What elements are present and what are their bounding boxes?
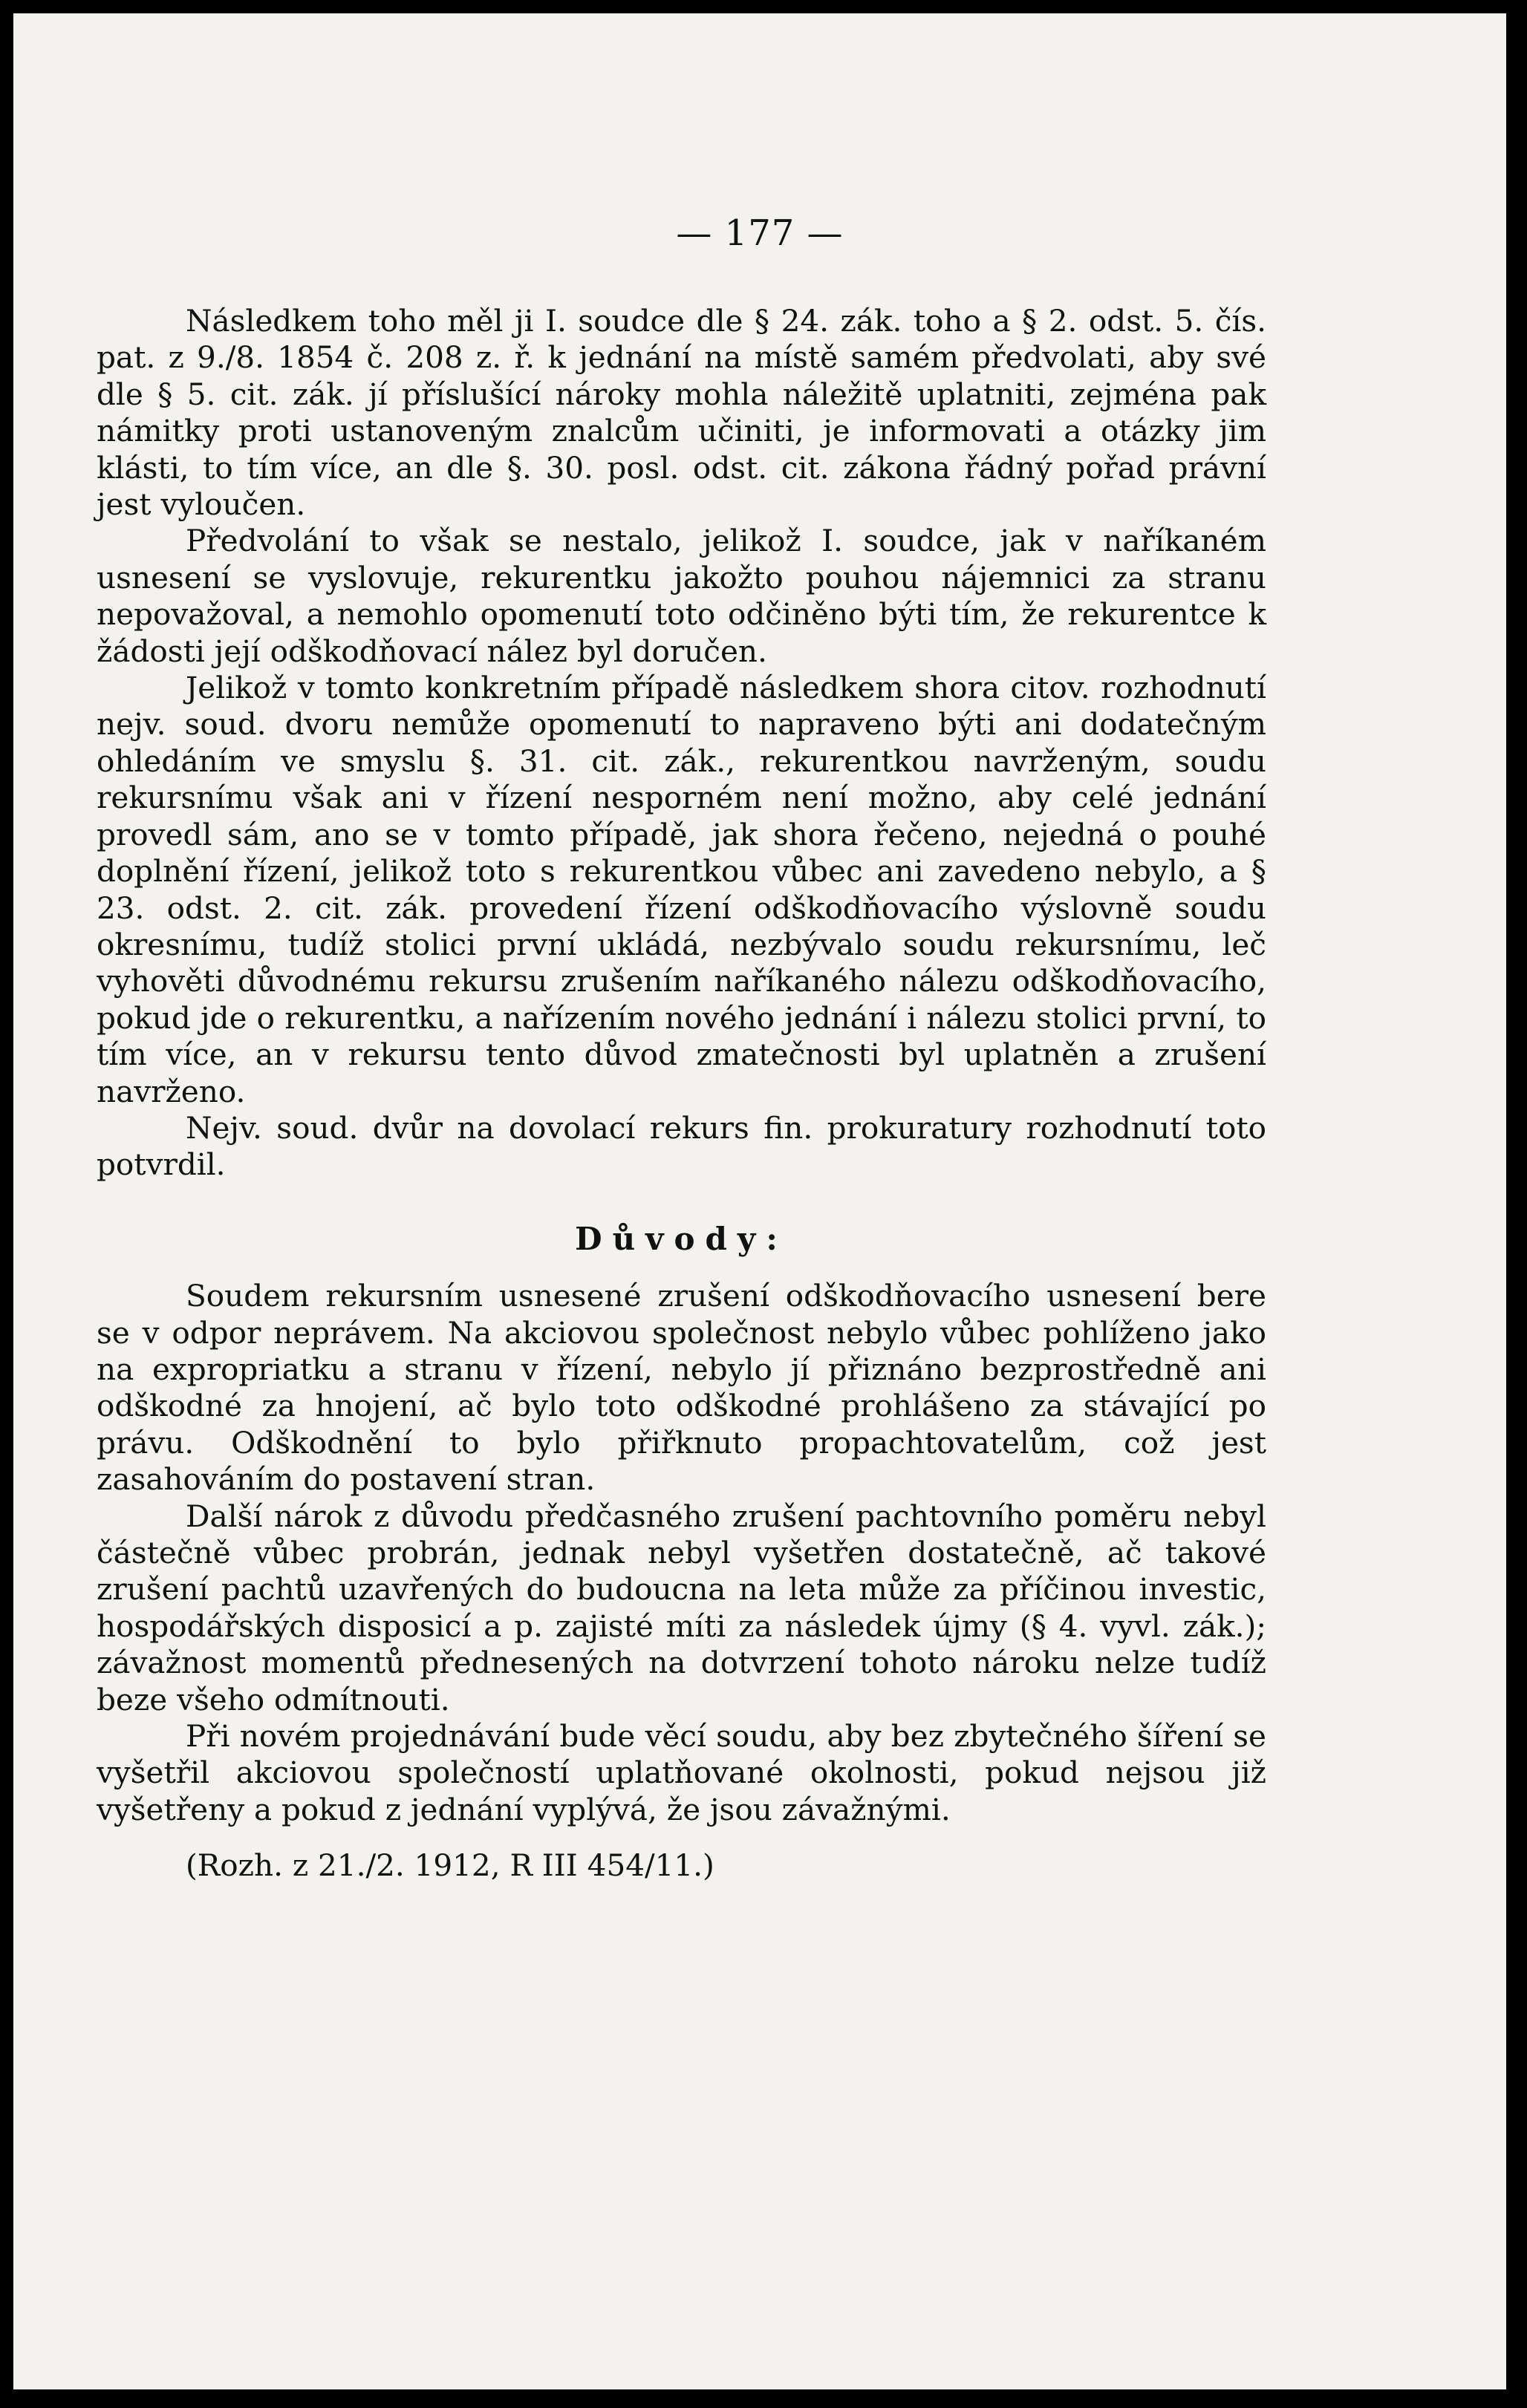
case-citation: (Rozh. z 21./2. 1912, R III 454/11.): [186, 1847, 714, 1884]
document-page: [13, 13, 1506, 2389]
page-number: — 177 —: [676, 212, 844, 254]
paragraph: Soudem rekursním usnesené zrušení odškodňovacího usnesení bere se v odpor neprávem. Na akciovou společnost nebylo vůbec pohlíženo jako na expropriatku a stranu v řízení, nebylo jí přiznáno bezprostředně ani odškodné za hnojení, ač bylo toto odškodné prohlášeno za stávající po právu. Odškodnění to bylo přiřknuto propachtovatelům, což jest zasahováním do postavení stran.: [97, 1278, 1266, 1498]
paragraph: Nejv. soud. dvůr na dovolací rekurs fin. prokuratury rozhodnutí toto potvrdil.: [97, 1109, 1266, 1183]
paragraph: Předvolání to však se nestalo, jelikož I. soudce, jak v naříkaném usnesení se vyslovuje, rekurentku jakožto pouhou nájemnici za stranu nepovažoval, a nemohlo opomenutí toto odčiněno býti tím, že rekurentce k žádosti její odškodňovací nález byl doručen.: [97, 523, 1266, 669]
section-heading: Důvody:: [575, 1220, 788, 1257]
paragraph: Jelikož v tomto konkretním případě následkem shora citov. rozhodnutí nejv. soud. dvoru nemůže opomenutí to napraveno býti ani dodatečným ohledáním ve smyslu §. 31. cit. zák., rekurentkou navrženým, soudu rekursnímu však ani v řízení nesporném není možno, aby celé jednání provedl sám, ano se v tomto případě, jak shora řečeno, nejedná o pouhé doplnění řízení, jelikož toto s rekurentkou vůbec ani zavedeno nebylo, a § 23. odst. 2. cit. zák. provedení řízení odškodňovacího výslovně soudu okresnímu, tudíž stolici první ukládá, nezbývalo soudu rekursnímu, leč vyhověti důvodnému rekursu zrušením naříkaného nálezu odškodňovacího, pokud jde o rekurentku, a nařízením nového jednání i nálezu stolici první, to tím více, an v rekursu tento důvod zmatečnosti byl uplatněn a zrušení navrženo.: [97, 670, 1266, 1109]
document-body: [97, 303, 1266, 1885]
paragraph: Následkem toho měl ji I. soudce dle § 24. zák. toho a § 2. odst. 5. čís. pat. z 9./8. 1854 č. 208 z. ř. k jednání na místě samém předvolati, aby své dle § 5. cit. zák. jí příslušící nároky mohla náležitě uplatniti, zejména pak námitky proti ustanoveným znalcům učiniti, je informovati a otázky jim klásti, to tím více, an dle §. 30. posl. odst. cit. zákona řádný pořad právní jest vyloučen.: [97, 303, 1266, 523]
paragraph: Při novém projednávání bude věcí soudu, aby bez zbytečného šíření se vyšetřil akciovou společností uplatňované okolnosti, pokud nejsou již vyšetřeny a pokud z jednání vyplývá, že jsou závažnými.: [97, 1718, 1266, 1827]
paragraph: Další nárok z důvodu předčasného zrušení pachtovního poměru nebyl částečně vůbec probrán, jednak nebyl vyšetřen dostatečně, ač takové zrušení pachtů uzavřených do budoucna na leta může za příčinou investic, hospodářských disposicí a p. zajisté míti za následek újmy (§ 4. vyvl. zák.); závažnost momentů přednesených na dotvrzení tohoto nároku nelze tudíž beze všeho odmítnouti.: [97, 1498, 1266, 1717]
